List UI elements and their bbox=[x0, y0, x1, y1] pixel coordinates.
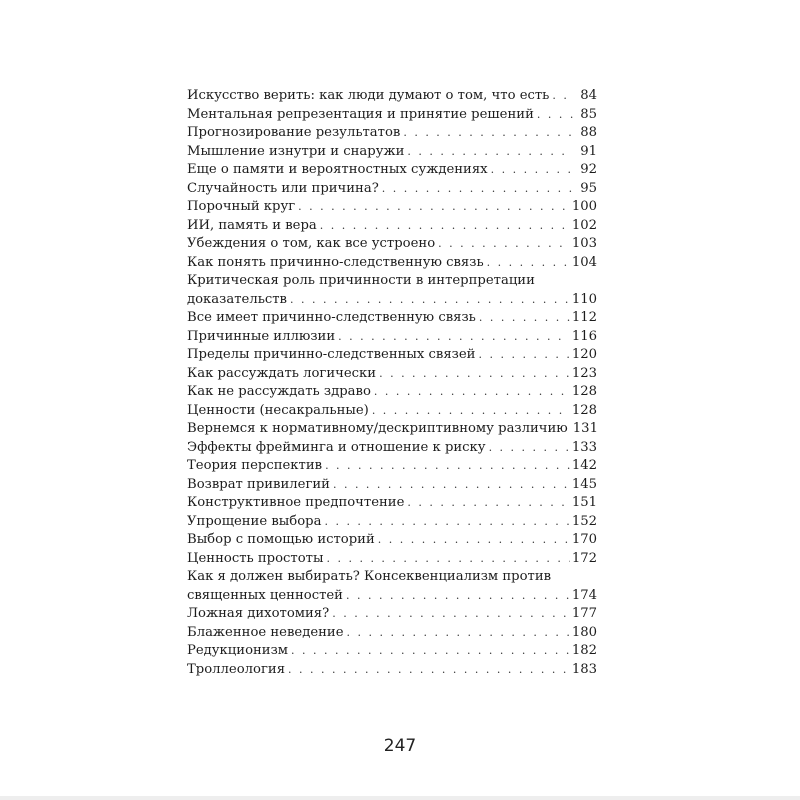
page-bottom-edge bbox=[0, 796, 800, 800]
toc-entry-title: Мышление изнутри и снаружи bbox=[187, 143, 405, 159]
toc-entry bbox=[187, 291, 597, 310]
dot-leader bbox=[288, 661, 570, 680]
toc-entry bbox=[187, 383, 597, 402]
toc-entry-page: 145 bbox=[571, 476, 597, 492]
dot-leader bbox=[326, 550, 569, 569]
dot-leader bbox=[290, 291, 570, 310]
toc-entry-title: Блаженное неведение bbox=[187, 624, 344, 640]
toc-entry bbox=[187, 494, 597, 513]
toc-entry-title: Ценности (несакральные) bbox=[187, 402, 369, 418]
toc-entry-title: Редукционизм bbox=[187, 643, 289, 658]
toc-entry-title: Упрощение выбора bbox=[187, 513, 322, 529]
toc-entry-title: священных ценностей bbox=[187, 587, 343, 603]
toc-entry-title: Убеждения о том, как все устроено bbox=[187, 236, 436, 251]
toc-entry-page: 112 bbox=[571, 310, 597, 325]
toc-entry-page: 152 bbox=[571, 513, 597, 529]
toc-entry bbox=[187, 624, 597, 643]
toc-entry bbox=[187, 124, 597, 143]
toc-entry-title: Возврат привилегий bbox=[187, 476, 330, 492]
toc-entry bbox=[187, 217, 597, 236]
toc-entry-title: Как понять причинно-следственную связь bbox=[187, 254, 484, 270]
toc-entry-page: 172 bbox=[571, 550, 597, 566]
dot-leader bbox=[378, 531, 570, 550]
dot-leader bbox=[298, 198, 570, 217]
toc-entry bbox=[187, 106, 597, 125]
toc-entry-title: Порочный круг bbox=[187, 199, 296, 214]
toc-entry bbox=[187, 550, 597, 569]
dot-leader bbox=[478, 346, 569, 365]
toc-entry bbox=[187, 420, 597, 439]
dot-leader bbox=[333, 476, 570, 495]
dot-leader bbox=[403, 124, 573, 143]
page-number: 247 bbox=[383, 736, 417, 756]
dot-leader bbox=[407, 143, 573, 162]
toc-entry-page: 104 bbox=[571, 254, 597, 270]
toc-entry-title: Как рассуждать логически bbox=[187, 365, 377, 381]
toc-entry-title: Эффекты фрейминга и отношение к риску bbox=[187, 439, 486, 455]
toc-entry-title: Ложная дихотомия? bbox=[187, 606, 330, 621]
dot-leader bbox=[347, 624, 570, 643]
toc-entry-page: 182 bbox=[571, 643, 597, 658]
toc-entry bbox=[187, 198, 597, 217]
dot-leader bbox=[489, 439, 570, 458]
toc-entry-page: 116 bbox=[571, 328, 597, 344]
toc-entry-title: ИИ, память и вера bbox=[187, 217, 317, 233]
toc-entry-title: Выбор с помощью историй bbox=[187, 532, 375, 547]
dot-leader bbox=[537, 106, 573, 125]
toc-entry-title: Как не рассуждать здраво bbox=[187, 384, 371, 399]
toc-entry bbox=[187, 235, 597, 254]
toc-entry-page: 103 bbox=[571, 236, 597, 251]
toc-entry bbox=[187, 309, 597, 328]
toc-entry-page: 95 bbox=[580, 180, 597, 196]
dot-leader bbox=[407, 494, 569, 513]
toc-entry bbox=[187, 328, 597, 347]
toc-entry-page: 110 bbox=[571, 291, 597, 307]
toc-entry-title: Ценность простоты bbox=[187, 550, 324, 566]
toc-entry bbox=[187, 531, 597, 550]
dot-leader bbox=[372, 402, 570, 421]
toc-entry-title: Еще о памяти и вероятностных суждениях bbox=[187, 162, 488, 177]
dot-leader bbox=[332, 605, 570, 624]
dot-leader bbox=[346, 587, 570, 606]
toc-entry bbox=[187, 568, 597, 587]
toc-entry-page: 133 bbox=[571, 439, 597, 455]
toc-entry-page: 177 bbox=[571, 606, 597, 621]
toc-entry bbox=[187, 513, 597, 532]
dot-leader bbox=[487, 254, 570, 273]
toc-entry-page: 170 bbox=[571, 532, 597, 547]
toc-entry-title: Прогнозирование результатов bbox=[187, 125, 401, 140]
dot-leader bbox=[291, 642, 570, 661]
toc-entry-title: Критическая роль причинности в интерпретации bbox=[187, 273, 535, 288]
toc-entry-page: 151 bbox=[571, 495, 597, 510]
toc-entry bbox=[187, 143, 597, 162]
toc-entry bbox=[187, 161, 597, 180]
toc-entry-page: 102 bbox=[571, 217, 597, 233]
dot-leader bbox=[479, 309, 570, 328]
dot-leader bbox=[379, 365, 570, 384]
toc-entry-title: Ментальная репрезентация и принятие решений bbox=[187, 106, 534, 122]
dot-leader bbox=[324, 513, 569, 532]
toc-entry-title: Троллеология bbox=[187, 661, 286, 677]
toc-entry bbox=[187, 661, 597, 680]
toc-entry-page: 120 bbox=[571, 347, 597, 362]
toc-entry-title: доказательств bbox=[187, 291, 287, 307]
toc-entry-title: Как я должен выбирать? Консеквенциализм против bbox=[187, 569, 552, 584]
toc-entry bbox=[187, 642, 597, 661]
toc-entry-page: 84 bbox=[580, 88, 597, 103]
toc-entry-page: 183 bbox=[571, 661, 597, 677]
dot-leader bbox=[338, 328, 570, 347]
toc-entry-title: Конструктивное предпочтение bbox=[187, 495, 405, 510]
dot-leader bbox=[382, 180, 573, 199]
table-of-contents bbox=[187, 87, 597, 679]
toc-entry-title: Вернемся к нормативному/дескриптивному различию bbox=[187, 421, 568, 436]
toc-entry bbox=[187, 476, 597, 495]
toc-entry-page: 91 bbox=[580, 143, 597, 159]
toc-entry-page: 100 bbox=[571, 199, 597, 214]
toc-entry-page: 123 bbox=[571, 365, 597, 381]
dot-leader bbox=[552, 87, 573, 106]
toc-entry-title: Искусство верить: как люди думают о том, что есть bbox=[187, 88, 550, 103]
toc-entry bbox=[187, 254, 597, 273]
toc-entry-page: 85 bbox=[580, 106, 597, 122]
toc-entry bbox=[187, 180, 597, 199]
toc-entry bbox=[187, 587, 597, 606]
dot-leader bbox=[491, 161, 573, 180]
toc-entry-page: 88 bbox=[580, 125, 597, 140]
toc-entry bbox=[187, 272, 597, 291]
toc-entry-page: 174 bbox=[571, 587, 597, 603]
toc-entry bbox=[187, 365, 597, 384]
toc-entry-title: Причинные иллюзии bbox=[187, 328, 336, 344]
toc-entry-page: 128 bbox=[571, 402, 597, 418]
toc-entry-title: Пределы причинно-следственных связей bbox=[187, 347, 476, 362]
toc-entry bbox=[187, 457, 597, 476]
dot-leader bbox=[325, 457, 570, 476]
dot-leader bbox=[320, 217, 570, 236]
toc-entry bbox=[187, 439, 597, 458]
toc-entry-page: 92 bbox=[580, 162, 597, 177]
toc-entry bbox=[187, 402, 597, 421]
toc-entry bbox=[187, 346, 597, 365]
toc-entry-title: Теория перспектив bbox=[187, 458, 323, 473]
toc-entry bbox=[187, 605, 597, 624]
dot-leader bbox=[438, 235, 570, 254]
toc-entry bbox=[187, 87, 597, 106]
toc-entry-page: 131 bbox=[572, 421, 598, 436]
toc-entry-title: Случайность или причина? bbox=[187, 180, 379, 196]
toc-entry-page: 128 bbox=[571, 384, 597, 399]
toc-entry-page: 142 bbox=[571, 458, 597, 473]
dot-leader bbox=[374, 383, 570, 402]
toc-entry-page: 180 bbox=[571, 624, 597, 640]
toc-entry-title: Все имеет причинно-следственную связь bbox=[187, 310, 476, 325]
